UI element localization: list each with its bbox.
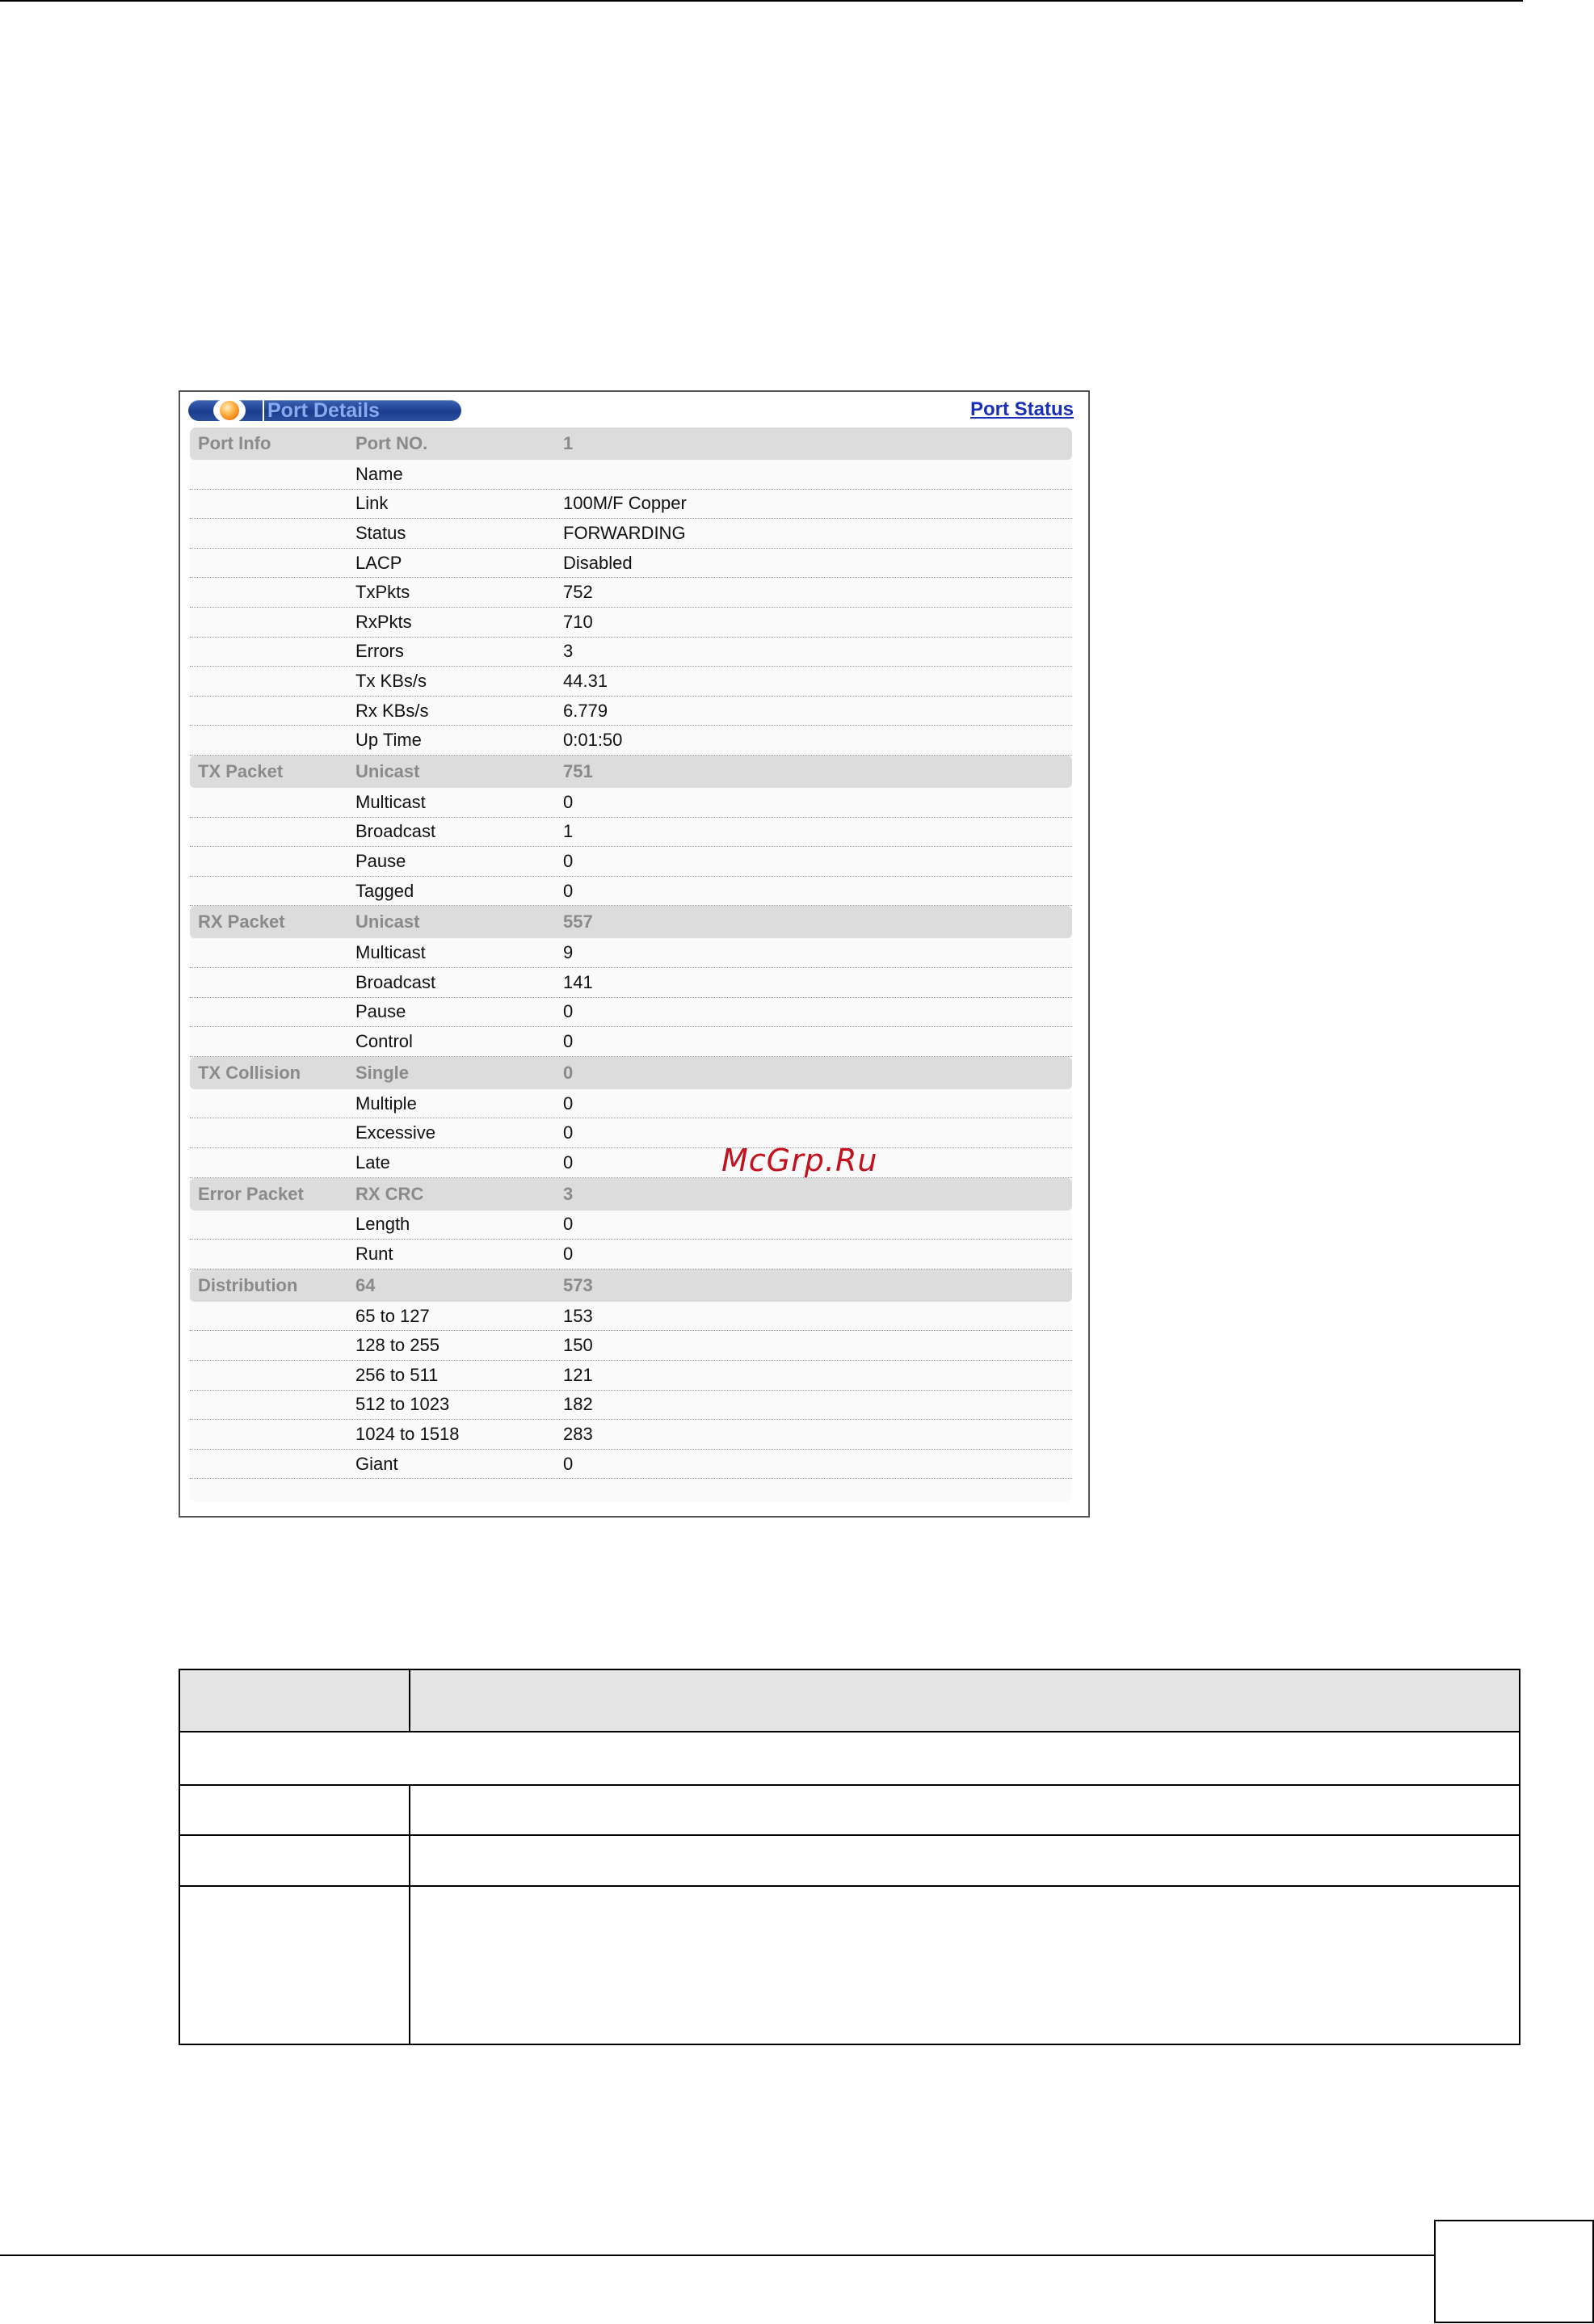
field-label: Link: [355, 493, 389, 514]
field-label: 65 to 127: [355, 1305, 430, 1326]
section-header-row: [190, 1178, 1072, 1210]
field-value: 0: [563, 1214, 574, 1235]
field-label: RxPkts: [355, 611, 412, 632]
table-row: [190, 697, 1072, 726]
section-header-row: [190, 906, 1072, 938]
field-value: 9: [563, 942, 574, 963]
field-value: 710: [563, 611, 593, 632]
field-value: 0: [563, 1453, 574, 1474]
field-value: 0: [563, 880, 574, 901]
field-value: 1: [563, 433, 574, 453]
field-label: Unicast: [355, 911, 420, 933]
table-border: [179, 1669, 1520, 2045]
field-value: 0: [563, 1243, 574, 1264]
field-value: 121: [563, 1364, 593, 1385]
field-value: 3: [563, 641, 574, 662]
field-value: 752: [563, 582, 593, 603]
field-value: 0: [563, 1122, 574, 1143]
orb-icon: [213, 398, 246, 423]
section-group-label: Port Info: [198, 433, 271, 453]
field-value: 0: [563, 1151, 574, 1173]
field-value: 150: [563, 1335, 593, 1356]
field-label: Runt: [355, 1243, 393, 1264]
table-row: [190, 1118, 1072, 1148]
field-value: 3: [563, 1183, 574, 1204]
table-column-divider: [409, 1669, 410, 1732]
section-header-row: [190, 427, 1072, 460]
field-label: Giant: [355, 1453, 398, 1474]
field-label: Excessive: [355, 1122, 436, 1143]
table-row: [190, 938, 1072, 968]
table-row: [190, 1450, 1072, 1480]
field-label: Multiple: [355, 1093, 417, 1114]
section-group-label: TX Collision: [198, 1062, 301, 1083]
field-label: Pause: [355, 1001, 406, 1022]
field-label: Single: [355, 1062, 410, 1083]
table-row: [190, 968, 1072, 998]
field-value: 153: [563, 1305, 593, 1326]
title-bar: [188, 400, 461, 421]
field-value: 44.31: [563, 670, 608, 691]
table-row: [190, 1361, 1072, 1391]
table-row: [190, 578, 1072, 608]
field-value: 0:01:50: [563, 730, 623, 751]
table-row: [190, 1302, 1072, 1332]
section-header-row: [190, 756, 1072, 788]
table-row: [190, 788, 1072, 818]
top-rule: [0, 0, 1523, 2]
table-row: [190, 460, 1072, 490]
field-label: TxPkts: [355, 582, 410, 603]
section-group-label: Distribution: [198, 1274, 298, 1295]
field-label: Port NO.: [355, 433, 428, 453]
field-value: 751: [563, 761, 593, 781]
table-row: [190, 519, 1072, 549]
table-row: [190, 877, 1072, 907]
field-label: Late: [355, 1151, 390, 1173]
table-row: [190, 1420, 1072, 1450]
table-row: [190, 847, 1072, 877]
section-group-label: RX Packet: [198, 911, 285, 933]
field-label: 256 to 511: [355, 1364, 439, 1385]
port-details-screenshot: [179, 390, 1090, 1518]
field-label: 128 to 255: [355, 1335, 440, 1356]
field-value: 182: [563, 1394, 593, 1415]
field-label: 64: [355, 1274, 376, 1295]
table-column-divider: [409, 1784, 410, 2045]
field-value: 0: [563, 1001, 574, 1022]
field-value: 100M/F Copper: [563, 493, 687, 514]
field-label: Status: [355, 522, 406, 543]
page-title: Port Details: [263, 400, 380, 421]
table-row: [190, 608, 1072, 638]
field-label: Rx KBs/s: [355, 700, 429, 721]
field-value: FORWARDING: [563, 522, 686, 543]
field-value: 6.779: [563, 700, 608, 721]
table-row: [190, 1210, 1072, 1240]
table-row: [190, 1089, 1072, 1119]
port-details-table: [190, 427, 1072, 1502]
field-label: RX CRC: [355, 1183, 424, 1204]
field-label: Up Time: [355, 730, 422, 751]
table-row: [190, 667, 1072, 697]
field-value: Disabled: [563, 552, 633, 573]
field-label: Name: [355, 463, 403, 484]
table-divider: [179, 1834, 1520, 1836]
field-label: Multicast: [355, 942, 426, 963]
table-row: [190, 638, 1072, 667]
table-row: [190, 1331, 1072, 1361]
field-label: Errors: [355, 641, 404, 662]
field-label: 1024 to 1518: [355, 1423, 460, 1444]
field-label: Length: [355, 1214, 410, 1235]
field-label: Broadcast: [355, 821, 436, 842]
table-row: [190, 1148, 1072, 1178]
field-value: 0: [563, 1093, 574, 1114]
table-divider: [179, 1784, 1520, 1786]
section-group-label: TX Packet: [198, 761, 284, 781]
field-label: Unicast: [355, 761, 420, 781]
section-group-label: Error Packet: [198, 1183, 304, 1204]
field-label: Multicast: [355, 791, 426, 812]
port-status-link[interactable]: Port Status: [969, 398, 1074, 420]
field-value: 557: [563, 911, 593, 933]
field-label: Broadcast: [355, 971, 436, 992]
table-row: [190, 1027, 1072, 1057]
field-value: 0: [563, 1030, 574, 1051]
field-value: 283: [563, 1423, 593, 1444]
field-value: 0: [563, 791, 574, 812]
table-divider: [179, 1885, 1520, 1887]
table-row: [190, 1240, 1072, 1269]
field-value: 141: [563, 971, 593, 992]
section-header-row: [190, 1269, 1072, 1302]
field-label: LACP: [355, 552, 402, 573]
field-value: 0: [563, 1062, 574, 1083]
field-label: Tagged: [355, 880, 414, 901]
footer-rule: [0, 2255, 1434, 2256]
table-row: [190, 726, 1072, 756]
table-row: [190, 818, 1072, 848]
field-label: Tx KBs/s: [355, 670, 427, 691]
watermark: McGrp.Ru: [721, 1143, 878, 1178]
table-row: [190, 549, 1072, 579]
field-label: 512 to 1023: [355, 1394, 450, 1415]
section-header-row: [190, 1057, 1072, 1089]
field-value: 1: [563, 821, 574, 842]
field-value: 573: [563, 1274, 593, 1295]
table-row: [190, 1391, 1072, 1421]
table-row: [190, 998, 1072, 1028]
field-label: Control: [355, 1030, 413, 1051]
page-number-box: [1434, 2220, 1594, 2323]
field-label: Pause: [355, 850, 406, 871]
field-value: 0: [563, 850, 574, 871]
table-divider: [179, 1731, 1520, 1732]
table-row: [190, 490, 1072, 520]
